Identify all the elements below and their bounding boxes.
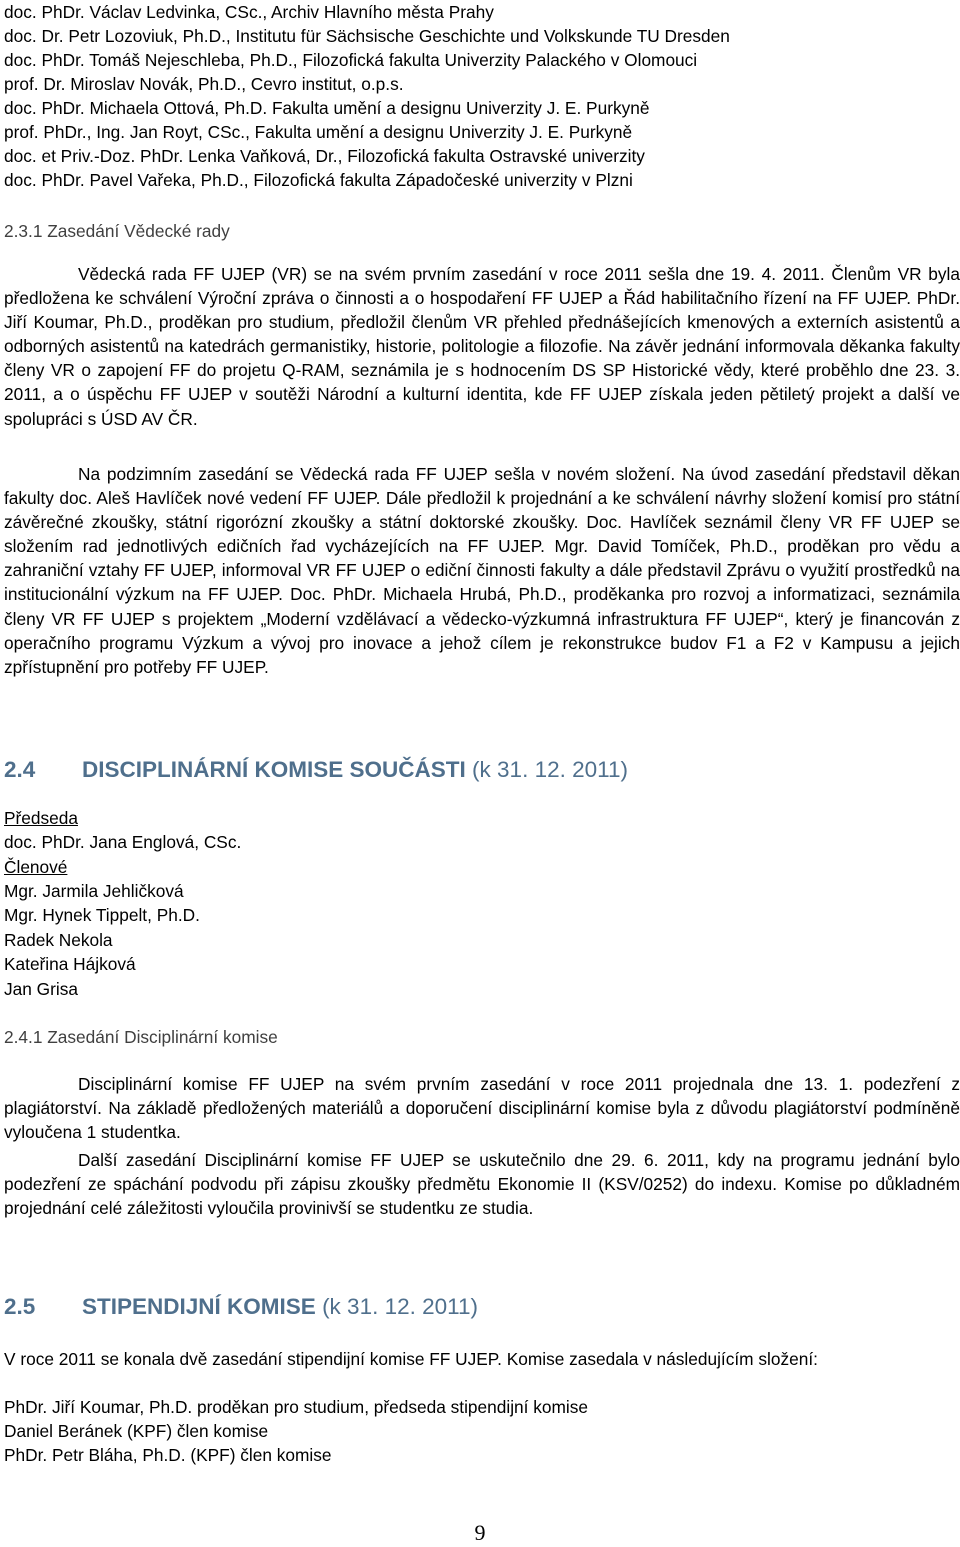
members-label: Členové — [4, 857, 68, 877]
section-date: (k 31. 12. 2011) — [472, 757, 628, 782]
member-name: Radek Nekola — [4, 930, 113, 950]
paragraph — [4, 262, 960, 431]
committee-member: PhDr. Jiří Koumar, Ph.D. proděkan pro studium, předseda stipendijní komise — [4, 1397, 589, 1417]
paragraph: V roce 2011 se konala dvě zasedání stipendijní komise FF UJEP. Komise zasedala v následujícím složení: — [4, 1349, 818, 1369]
member-name: Kateřina Hájková — [4, 954, 136, 974]
page-number: 9 — [474, 1520, 486, 1545]
section-date: (k 31. 12. 2011) — [322, 1294, 478, 1319]
section-title: DISCIPLINÁRNÍ KOMISE SOUČÁSTI — [82, 757, 466, 782]
paragraph-text: Vědecká rada FF UJEP (VR) se na svém prvním zasedání v roce 2011 sešla dne 19. 4. 2011. Členům VR byla předložena ke schválení Výroční zpráva o činnosti a o hospodaření FF UJEP a Řád habilitačního řízení na FF UJEP. PhDr. Jiří Koumar, Ph.D., proděkan pro studium, předložil členům VR přehled přednášejících kmenových a externích asistentů a odborných asistentů na katedrách germanistiky, historie, politologie a filozofie. Na závěr jednání informovala děkanka fakulty členy VR o zapojení FF do projetu Q-RAM, seznámila je s hodnocením DS SP Historické vědy, které proběhlo dne 23. 3. 2011, a o úspěchu FF UJEP v soutěži Národní a kulturní identita, kde FF UJEP získala jeden pětiletý projekt a další ve spolupráci s ÚSD AV ČR. — [4, 264, 960, 429]
section-number: 2.4 — [4, 757, 36, 782]
section-title: STIPENDIJNÍ KOMISE — [82, 1294, 316, 1319]
member-line: doc. PhDr. Michaela Ottová, Ph.D. Fakulta umění a designu Univerzity J. E. Purkyně — [4, 98, 650, 118]
paragraph-text: Další zasedání Disciplinární komise FF UJEP se uskutečnilo dne 29. 6. 2011, kdy na programu jednání bylo podezření ze spáchání podvodu při zápisu zkoušky předmětu Ekonomie II (KSV/0252) do indexu. Komise po důkladném projednání celé záležitosti vyloučila provinivší se studentku ze studia. — [4, 1150, 960, 1219]
paragraph — [4, 1148, 960, 1220]
member-line: doc. Dr. Petr Lozoviuk, Ph.D., Institutu für Sächsische Geschichte und Volkskunde TU Dresden — [4, 26, 730, 46]
committee-member: Daniel Beránek (KPF) člen komise — [4, 1421, 269, 1441]
chair-label: Předseda — [4, 808, 78, 828]
member-line: doc. PhDr. Václav Ledvinka, CSc., Archiv Hlavního města Prahy — [4, 2, 494, 22]
section-2-3-1-heading: 2.3.1 Zasedání Vědecké rady — [4, 221, 230, 241]
member-name: Mgr. Jarmila Jehličková — [4, 881, 184, 901]
chair-name: doc. PhDr. Jana Englová, CSc. — [4, 832, 242, 852]
section-2-5-heading — [4, 1293, 478, 1321]
member-line: prof. PhDr., Ing. Jan Royt, CSc., Fakulta umění a designu Univerzity J. E. Purkyně — [4, 122, 633, 142]
paragraph-text: Disciplinární komise FF UJEP na svém prvním zasedání v roce 2011 projednala dne 13. 1. podezření z plagiátorství. Na základě předložených materiálů a doporučení disciplinární komise byla z důvodu plagiátorství podmíněně vyloučena 1 studentka. — [4, 1074, 960, 1143]
member-line: doc. PhDr. Pavel Vařeka, Ph.D., Filozofická fakulta Západočeské univerzity v Plzni — [4, 170, 633, 190]
member-name: Jan Grisa — [4, 979, 78, 999]
section-number: 2.5 — [4, 1294, 36, 1319]
member-name: Mgr. Hynek Tippelt, Ph.D. — [4, 905, 200, 925]
section-2-4-1-heading: 2.4.1 Zasedání Disciplinární komise — [4, 1027, 278, 1047]
paragraph — [4, 1072, 960, 1144]
paragraph-text: Na podzimním zasedání se Vědecká rada FF UJEP sešla v novém složení. Na úvod zasedání představil děkan fakulty doc. Aleš Havlíček nové vedení FF UJEP. Dále předložil k projednání a ke schválení návrhy složení komisí pro státní závěrečné zkoušky, státní rigorózní zkoušky a státní doktorské zkoušky. Doc. Havlíček seznámil členy VR FF UJEP se složením rad jednotlivých edičních řad vycházejících na FF UJEP. Mgr. David Tomíček, Ph.D., proděkan pro vědu a zahraniční vztahy FF UJEP, informoval VR FF UJEP o ediční činnosti fakulty a dále představil Zprávu o využití prostředků na institucionální výzkum na FF UJEP. Doc. PhDr. Michaela Hrubá, Ph.D., proděkanka pro rozvoj a informatizaci, seznámila členy VR FF UJEP s projektem „Moderní vzdělávací a vědecko-výzkumná infrastruktura FF UJEP“, který je financován z operačního programu Výzkum a vývoj pro inovace a jehož cílem je rekonstrukce budov F1 a F2 v Kampusu a jejich zpřístupnění pro potřeby FF UJEP. — [4, 464, 960, 677]
member-line: doc. PhDr. Tomáš Nejeschleba, Ph.D., Filozofická fakulta Univerzity Palackého v Olomouci — [4, 50, 698, 70]
section-2-4-heading — [4, 756, 628, 784]
committee-member: PhDr. Petr Bláha, Ph.D. (KPF) člen komise — [4, 1445, 332, 1465]
member-line: prof. Dr. Miroslav Novák, Ph.D., Cevro institut, o.p.s. — [4, 74, 404, 94]
paragraph — [4, 462, 960, 679]
member-line: doc. et Priv.-Doz. PhDr. Lenka Vaňková, Dr., Filozofická fakulta Ostravské univerzity — [4, 146, 645, 166]
